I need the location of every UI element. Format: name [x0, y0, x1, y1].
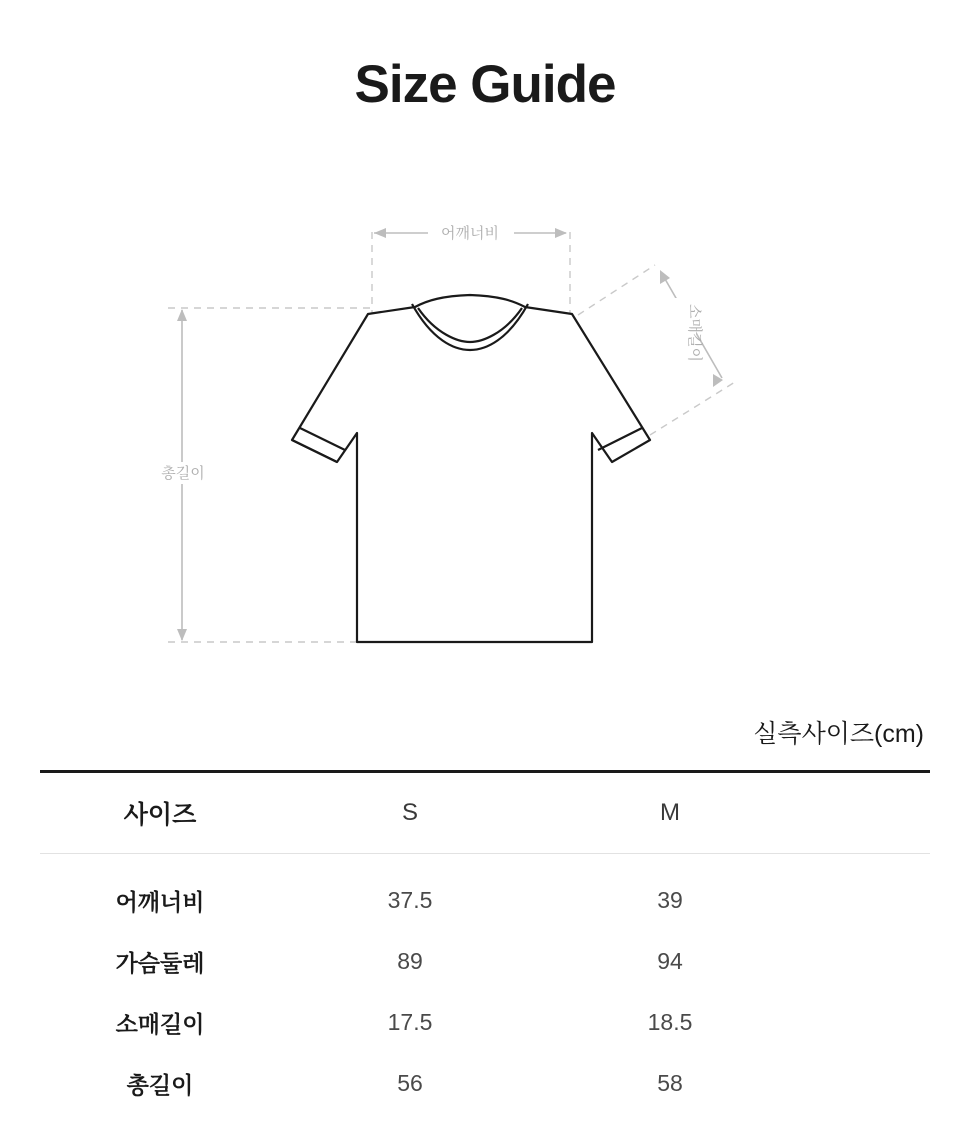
- sleeve-arrow-top-head: [660, 270, 670, 284]
- shoulder-label: 어깨너비: [441, 225, 499, 242]
- header-spacer: [800, 772, 930, 854]
- length-label: 총길이: [161, 465, 205, 482]
- header-s: S: [280, 772, 540, 854]
- cell-length-s: 56: [397, 1070, 423, 1096]
- length-arrow-top-head: [177, 309, 187, 321]
- row-label-chest: 가슴둘레: [115, 950, 205, 976]
- cell-shoulder-spacer: [800, 854, 930, 932]
- table-row: [40, 992, 930, 1053]
- row-label-sleeve: 소매길이: [115, 1011, 205, 1037]
- cell-length-m: 58: [657, 1070, 683, 1096]
- cell-chest-m: 94: [657, 948, 683, 974]
- cell-chest-spacer: [800, 931, 930, 992]
- sleeve-guide-top: [578, 265, 655, 315]
- row-label-shoulder: 어깨너비: [115, 889, 205, 915]
- table-header-row: [40, 772, 930, 854]
- cell-sleeve-spacer: [800, 992, 930, 1053]
- tshirt-outline-icon: [292, 295, 650, 642]
- cell-chest-s: 89: [397, 948, 423, 974]
- cell-length-spacer: [800, 1053, 930, 1114]
- sleeve-guide-bottom: [650, 382, 735, 435]
- sleeve-label: 소매길이: [686, 304, 703, 362]
- header-m: M: [540, 772, 800, 854]
- measurement-unit-caption: 실측사이즈(cm): [753, 720, 924, 748]
- page-title: Size Guide: [354, 55, 616, 114]
- table-row: [40, 931, 930, 992]
- shoulder-arrow-left-head: [374, 228, 386, 238]
- cell-shoulder-m: 39: [657, 887, 683, 913]
- row-label-length: 총길이: [126, 1072, 194, 1098]
- garment-diagram: [0, 190, 970, 680]
- header-size: 사이즈: [40, 772, 280, 854]
- table-row: [40, 854, 930, 932]
- size-table: [40, 770, 930, 1114]
- shoulder-arrow-right-head: [555, 228, 567, 238]
- table-row: [40, 1053, 930, 1114]
- cell-sleeve-s: 17.5: [387, 1009, 433, 1035]
- cell-shoulder-s: 37.5: [387, 887, 433, 913]
- length-arrow-bottom-head: [177, 629, 187, 641]
- cell-sleeve-m: 18.5: [647, 1009, 693, 1035]
